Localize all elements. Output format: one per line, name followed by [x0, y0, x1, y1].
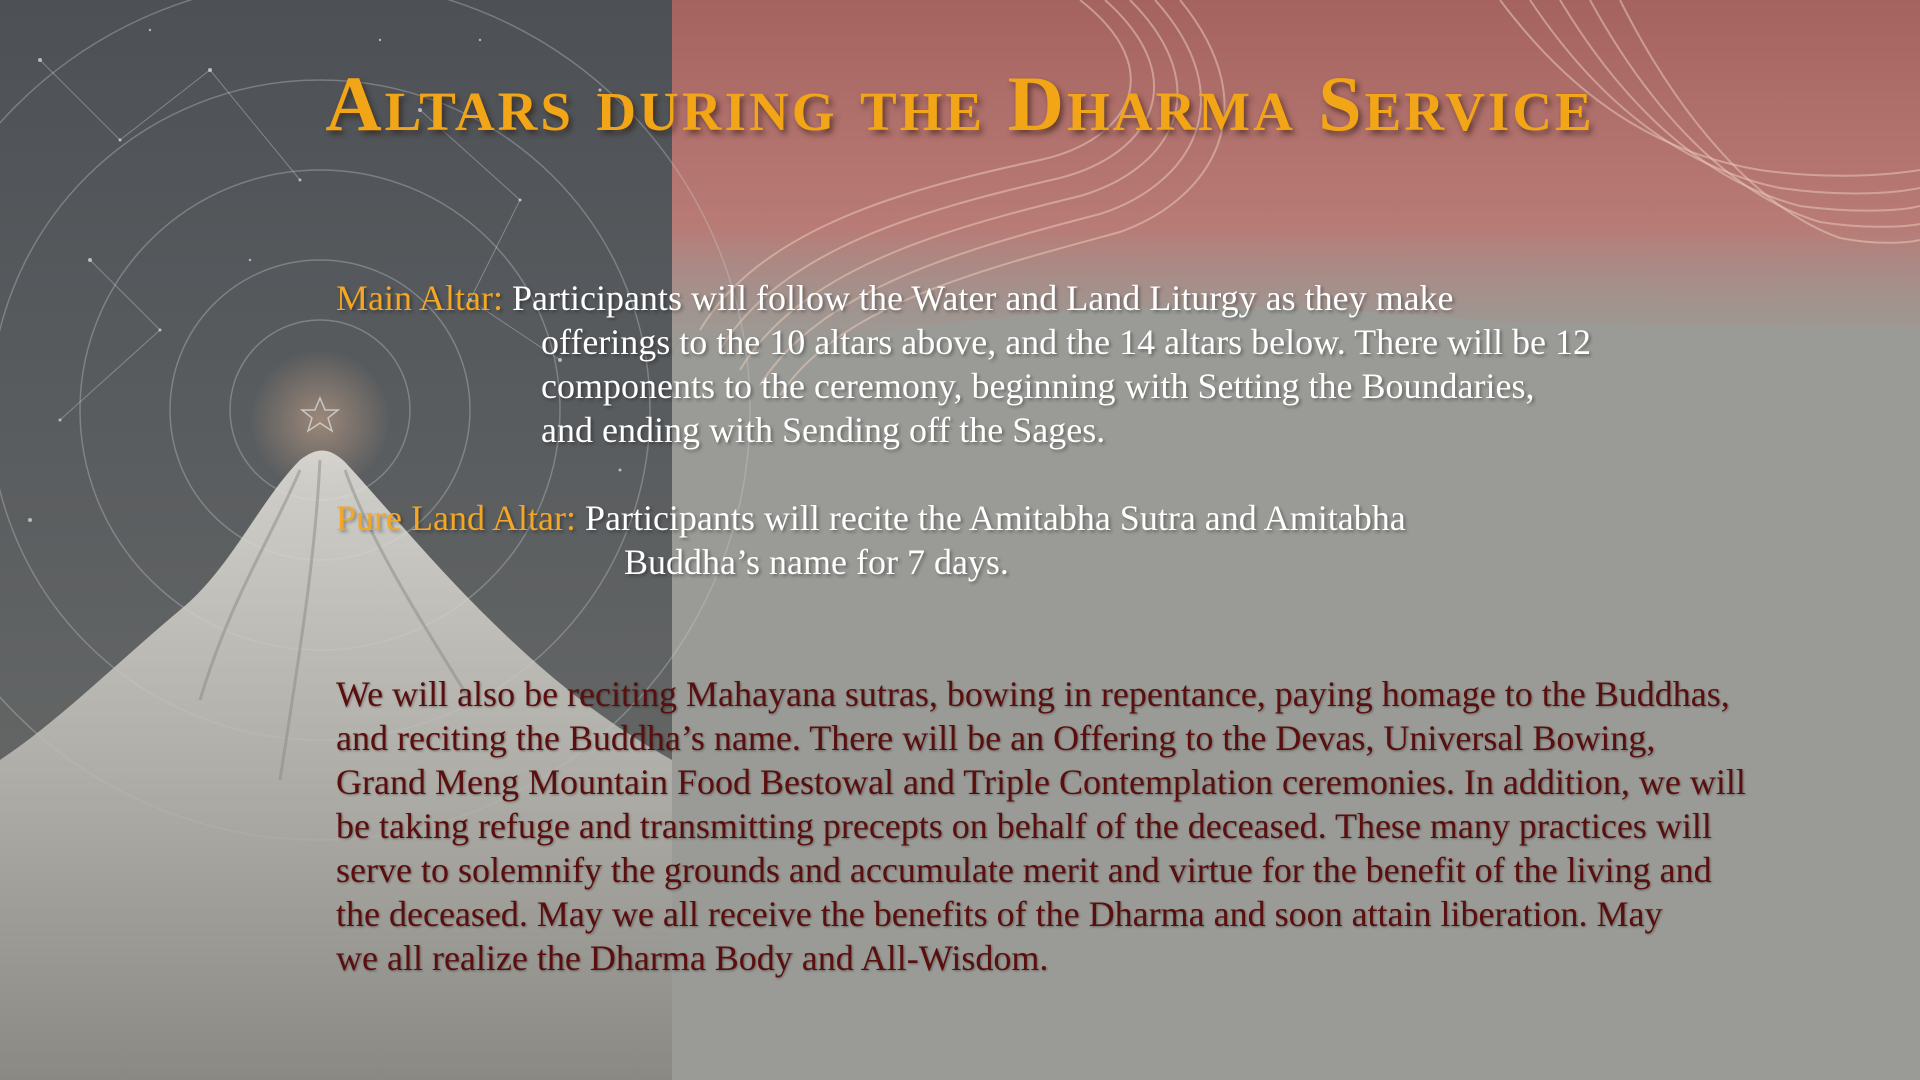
page-title: Altars during the Dharma Service [325, 60, 1595, 147]
paragraph-line: Grand Meng Mountain Food Bestowal and Triple Contemplation ceremonies. In addition, we will [336, 762, 1746, 802]
paragraph-line: be taking refuge and transmitting precepts on behalf of the deceased. These many practices will [336, 806, 1712, 846]
main-altar-text-line: and ending with Sending off the Sages. [541, 410, 1106, 450]
pure-land-altar-text-line: Buddha’s name for 7 days. [624, 542, 1009, 582]
pure-land-altar-label: Pure Land Altar: [336, 498, 576, 538]
main-altar-entry [336, 276, 1591, 452]
main-altar-text-line: components to the ceremony, beginning with Setting the Boundaries, [541, 366, 1535, 406]
pure-land-altar-text-line: Participants will recite the Amitabha Sutra and Amitabha [584, 498, 1406, 538]
ceremony-paragraph [336, 672, 1796, 980]
pure-land-altar-entry [336, 496, 1406, 584]
paragraph-line: We will also be reciting Mahayana sutras, bowing in repentance, paying homage to the Buddhas, [336, 674, 1730, 714]
pure-land-altar-first-line [336, 496, 1406, 540]
paragraph-line: and reciting the Buddha’s name. There will be an Offering to the Devas, Universal Bowing, [336, 718, 1656, 758]
paragraph-line: serve to solemnify the grounds and accumulate merit and virtue for the benefit of the living and [336, 850, 1712, 890]
main-altar-label: Main Altar: [336, 278, 503, 318]
paragraph-line: the deceased. May we all receive the benefits of the Dharma and soon attain liberation. May [336, 894, 1663, 934]
main-altar-first-line [336, 276, 1591, 320]
paragraph-line: we all realize the Dharma Body and All-Wisdom. [336, 938, 1049, 978]
main-altar-text-line: Participants will follow the Water and Land Liturgy as they make [511, 278, 1454, 318]
main-altar-text-line: offerings to the 10 altars above, and the 14 altars below. There will be 12 [541, 322, 1592, 362]
